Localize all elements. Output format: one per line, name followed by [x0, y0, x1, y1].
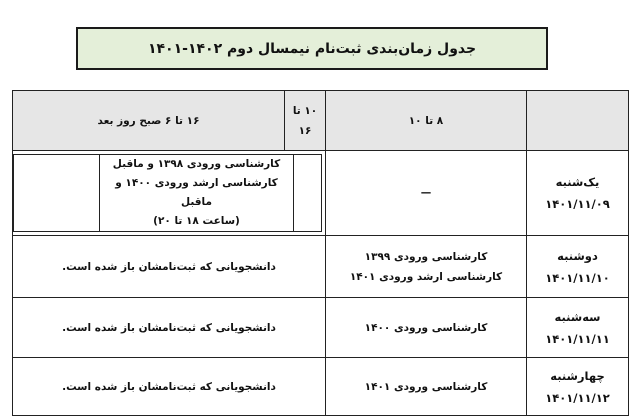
inner-empty-cell	[14, 155, 100, 232]
table-row	[13, 358, 629, 416]
row-4-slot1: کارشناسی ورودی ۱۴۰۱	[326, 358, 527, 416]
table-row	[13, 298, 629, 358]
row-1-day-cell	[527, 151, 629, 236]
row-2-date: ۱۴۰۱/۱۱/۱۰	[545, 270, 610, 285]
row-1-slot3-line2: کارشناسی ارشد ورودی ۱۴۰۰ و ماقبل	[115, 177, 278, 208]
row-2-slot3: دانشجویانی که ثبت‌نامشان باز شده است.	[13, 236, 326, 298]
row-3-day-cell	[527, 298, 629, 358]
row-3-slot3: دانشجویانی که ثبت‌نامشان باز شده است.	[13, 298, 326, 358]
row-1-slot3-line3: (ساعت ۱۸ تا ۲۰)	[153, 215, 240, 227]
row-2-day: دوشنبه	[557, 248, 598, 263]
row-2-slot1-line1: کارشناسی ورودی ۱۳۹۹	[364, 250, 488, 263]
row-2-day-cell	[527, 236, 629, 298]
row-1-slot1: —	[326, 151, 527, 236]
header-slot3: ۱۶ تا ۶ صبح روز بعد	[13, 91, 285, 151]
header-day	[527, 91, 629, 151]
header-row	[13, 91, 629, 151]
row-3-slot1: کارشناسی ورودی ۱۴۰۰	[326, 298, 527, 358]
row-3-date: ۱۴۰۱/۱۱/۱۱	[545, 331, 610, 346]
row-1-slot3-line1: کارشناسی ورودی ۱۳۹۸ و ماقبل	[112, 158, 281, 170]
row-1-slot3-cell	[13, 151, 326, 236]
schedule-table	[12, 90, 629, 416]
table-row	[13, 151, 629, 236]
row-1-slot3-text	[100, 155, 294, 232]
row-4-day-cell	[527, 358, 629, 416]
row-4-slot3: دانشجویانی که ثبت‌نامشان باز شده است.	[13, 358, 326, 416]
row-2-slot1-line2: کارشناسی ارشد ورودی ۱۴۰۱	[349, 270, 503, 283]
row-3-day: سه‌شنبه	[554, 309, 601, 324]
header-slot2: ۱۰ تا ۱۶	[285, 91, 326, 151]
row-2-slot1-cell	[326, 236, 527, 298]
table-row	[13, 236, 629, 298]
header-slot1: ۸ تا ۱۰	[326, 91, 527, 151]
inner-empty-cell	[294, 155, 322, 232]
row-4-day: چهارشنبه	[550, 368, 605, 383]
row-1-date: ۱۴۰۱/۱۱/۰۹	[545, 197, 610, 211]
row-1-inner-table	[13, 154, 322, 232]
row-4-date: ۱۴۰۱/۱۱/۱۲	[545, 390, 610, 405]
page-title: جدول زمان‌بندی ثبت‌نام نیمسال دوم ۱۴۰۲-۱۴۰۱	[76, 27, 548, 70]
row-1-day: یک‌شنبه	[555, 175, 600, 189]
